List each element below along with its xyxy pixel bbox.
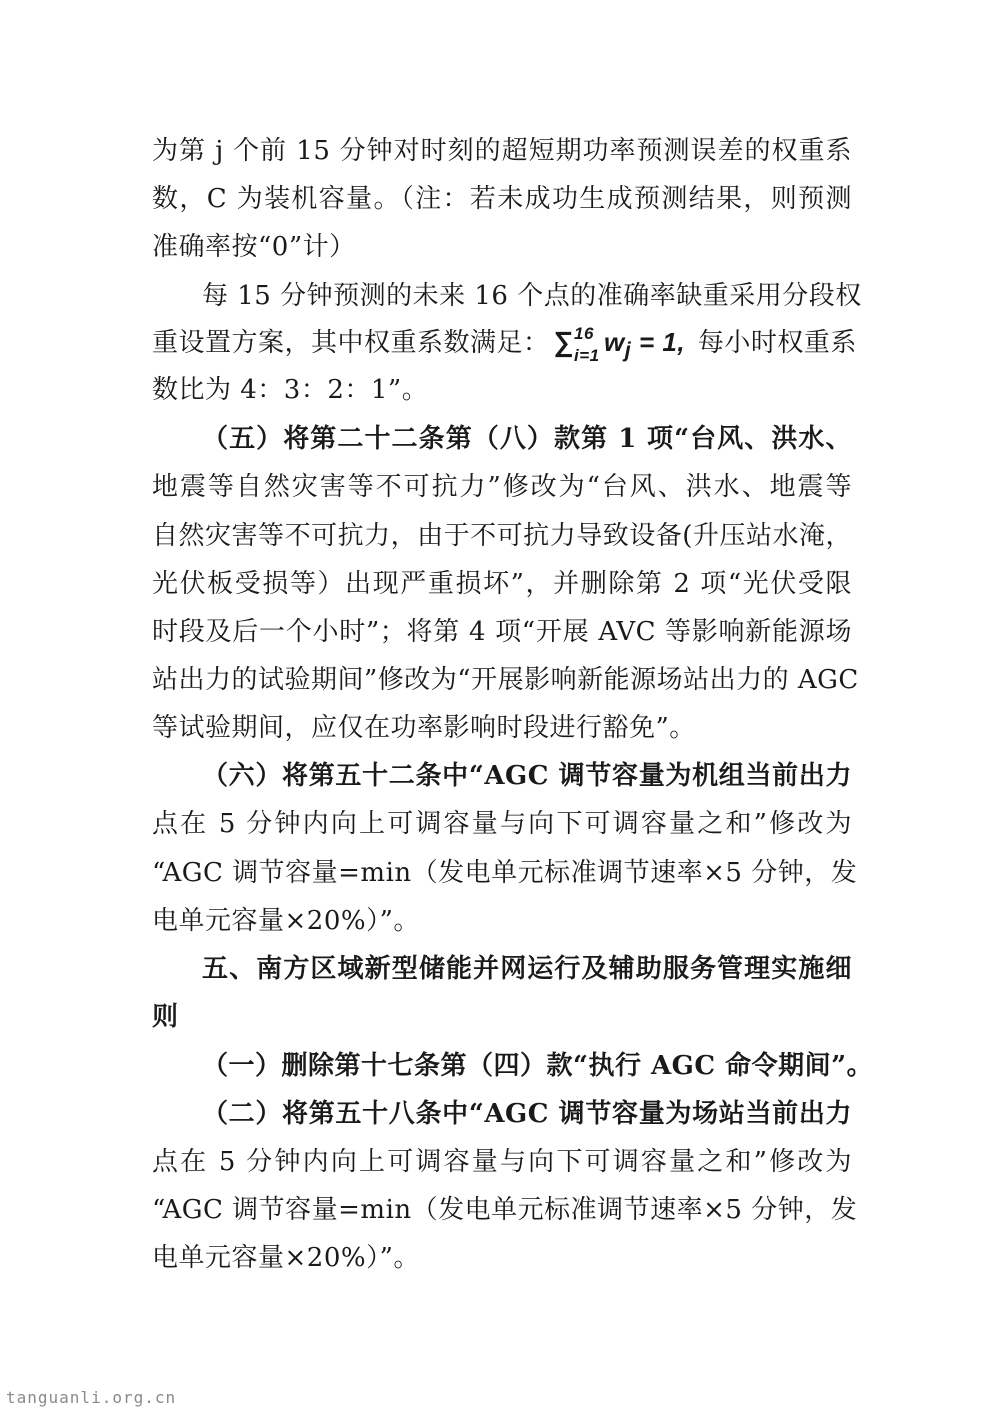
sigma-symbol: ∑ bbox=[553, 326, 574, 357]
text-line: 电单元容量×20%）”。 bbox=[152, 906, 420, 936]
weight-formula bbox=[550, 326, 690, 366]
text-line: 等试验期间，应仅在功率影响时段进行豁免”。 bbox=[152, 713, 696, 743]
section-heading: 五、南方区域新型储能并网运行及辅助服务管理实施细 bbox=[202, 954, 852, 984]
text-line: 地震等自然灾害等不可抗力”修改为“台风、洪水、地震等 bbox=[152, 472, 852, 502]
text-span: 重设置方案，其中权重系数满足： bbox=[152, 328, 550, 358]
section-heading: 则 bbox=[152, 1002, 179, 1032]
text-line: 光伏板受损等）出现严重损坏”，并删除第 2 项“光伏受限 bbox=[152, 569, 852, 599]
text-line: 电单元容量×20%）”。 bbox=[152, 1243, 420, 1273]
text-line: 数，C 为装机容量。（注：若未成功生成预测结果，则预测 bbox=[152, 184, 852, 214]
text-line: 点在 5 分钟内向上可调容量与向下可调容量之和”修改为 bbox=[152, 809, 852, 839]
formula-body-subscript: j bbox=[624, 337, 632, 363]
formula-upper-limit: 16 bbox=[573, 324, 594, 344]
text-line: 每 15 分钟预测的未来 16 个点的准确率缺重采用分段权 bbox=[202, 281, 862, 311]
text-line: （二）将第五十八条中“AGC 调节容量为场站当前出力 bbox=[202, 1099, 852, 1129]
text-line: 数比为 4：3：2：1”。 bbox=[152, 375, 429, 405]
text-line: （六）将第五十二条中“AGC 调节容量为机组当前出力 bbox=[202, 761, 852, 791]
watermark: tanguanli.org.cn bbox=[6, 1388, 177, 1407]
text-line: 时段及后一个小时”；将第 4 项“开展 AVC 等影响新能源场 bbox=[152, 617, 852, 647]
text-line: 点在 5 分钟内向上可调容量与向下可调容量之和”修改为 bbox=[152, 1147, 852, 1177]
text-line: 准确率按“0”计） bbox=[152, 232, 356, 262]
text-line: 自然灾害等不可抗力，由于不可抗力导致设备(升压站水淹， bbox=[152, 521, 852, 551]
formula-rhs: = 1, bbox=[631, 327, 686, 357]
text-line: 站出力的试验期间”修改为“开展影响新能源场站出力的 AGC bbox=[152, 665, 859, 695]
text-line: 为第 j 个前 15 分钟对时刻的超短期功率预测误差的权重系 bbox=[152, 136, 852, 166]
text-line: （一）删除第十七条第（四）款“执行 AGC 命令期间”。 bbox=[202, 1051, 874, 1081]
text-line: “AGC 调节容量=min（发电单元标准调节速率×5 分钟，发 bbox=[152, 858, 858, 888]
formula-line bbox=[152, 324, 857, 366]
text-line: “AGC 调节容量=min（发电单元标准调节速率×5 分钟，发 bbox=[152, 1195, 858, 1225]
formula-body: w bbox=[603, 327, 625, 357]
text-span: 每小时权重系 bbox=[689, 328, 857, 358]
formula-lower-limit: i=1 bbox=[573, 346, 600, 366]
text-line: （五）将第二十二条第（八）款第 1 项“台风、洪水、 bbox=[202, 424, 852, 454]
